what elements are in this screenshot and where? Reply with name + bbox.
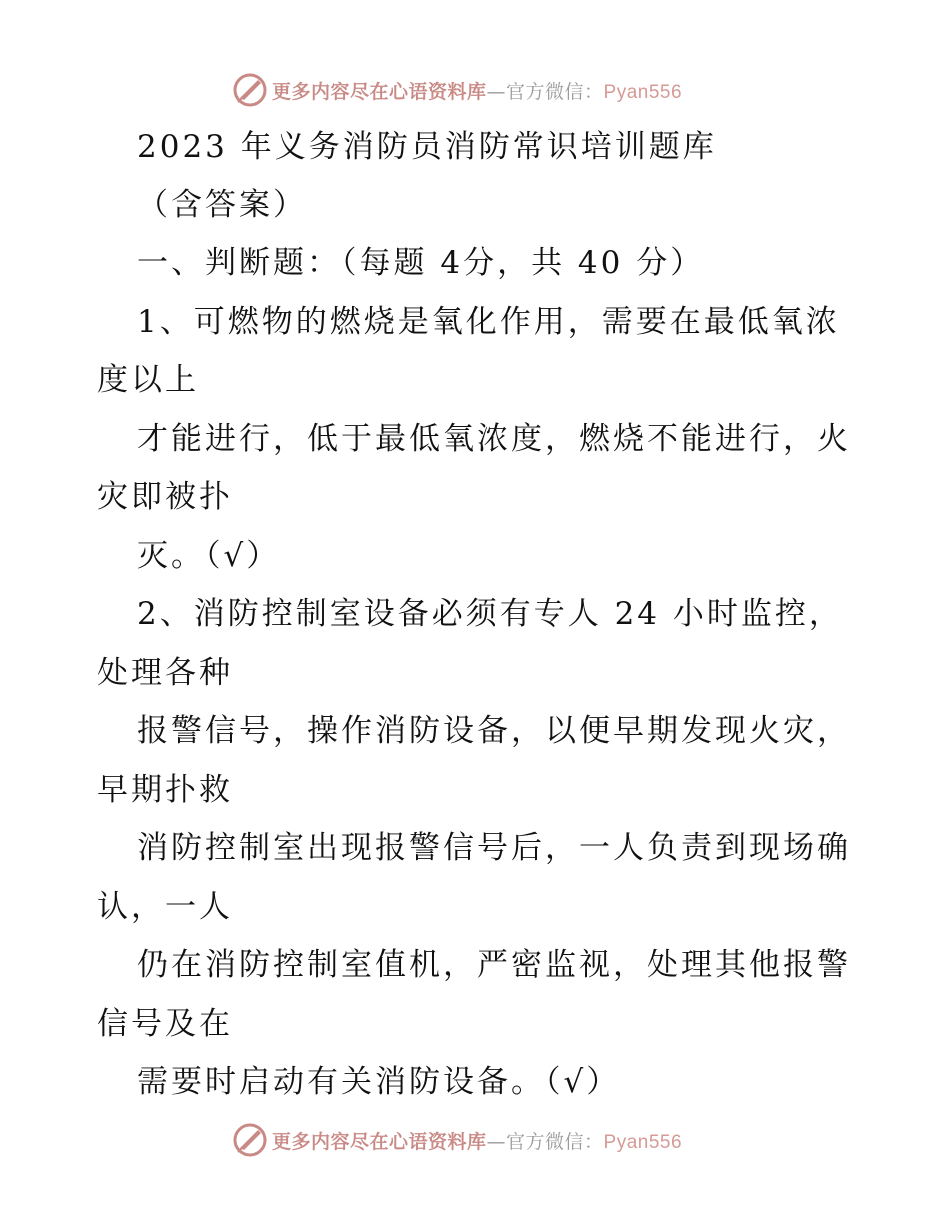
watermark-main-text: 更多内容尽在心语资料库 <box>272 80 487 103</box>
text-line: 1、可燃物的燃烧是氧化作用，需要在最低氧浓 <box>137 304 840 340</box>
watermark-wechat-id: Pyan556 <box>603 81 683 103</box>
text-line: 灭。（√） <box>137 538 281 574</box>
text-line: 需要时启动有关消防设备。（√） <box>137 1064 621 1100</box>
header-watermark <box>232 70 752 110</box>
section-heading: 一、判断题：（每题 4分，共 40 分） <box>137 245 705 281</box>
text-line: 度以上 <box>97 362 199 398</box>
watermark-wechat-label: 官方微信： <box>506 1130 604 1153</box>
text-line: 才能进行，低于最低氧浓度，燃烧不能进行，火 <box>137 421 851 457</box>
quill-pen-seal-icon <box>232 72 268 108</box>
watermark-main-text: 更多内容尽在心语资料库 <box>272 1130 487 1153</box>
document-title: 2023 年义务消防员消防常识培训题库 <box>137 129 717 165</box>
text-line: 报警信号，操作消防设备，以便早期发现火灾， <box>137 713 851 749</box>
text-line: 认，一人 <box>97 889 233 925</box>
text-line: 处理各种 <box>97 655 233 691</box>
quill-pen-seal-icon <box>232 1122 268 1158</box>
text-line: 信号及在 <box>97 1006 233 1042</box>
footer-watermark <box>232 1120 752 1160</box>
text-line: 早期扑救 <box>97 772 233 808</box>
document-subtitle: （含答案） <box>137 187 307 223</box>
text-line: 灾即被扑 <box>97 479 233 515</box>
watermark-wechat-id: Pyan556 <box>603 1131 683 1153</box>
watermark-dash: — <box>486 80 507 103</box>
text-line: 2、消防控制室设备必须有专人 24 小时监控， <box>137 596 843 632</box>
watermark-dash: — <box>486 1130 507 1153</box>
watermark-wechat-label: 官方微信： <box>506 80 604 103</box>
text-line: 仍在消防控制室值机，严密监视，处理其他报警 <box>137 947 851 983</box>
text-line: 消防控制室出现报警信号后，一人负责到现场确 <box>137 830 851 866</box>
